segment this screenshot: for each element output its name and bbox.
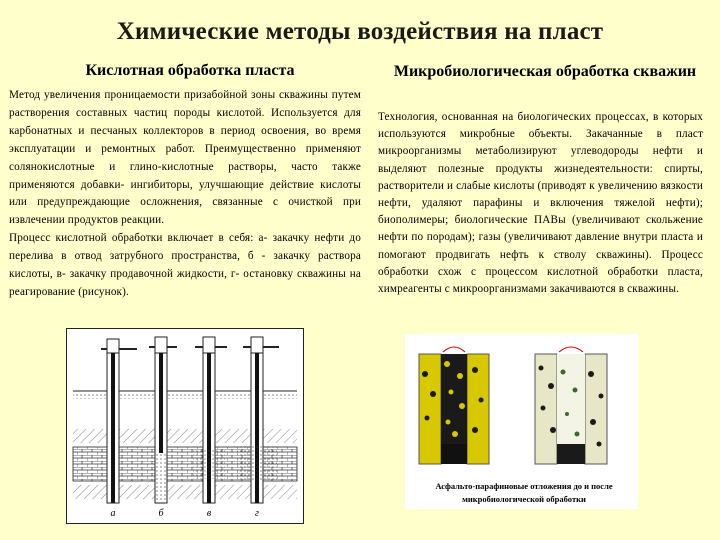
acid-treatment-diagram	[66, 328, 304, 524]
figure-label-a: а	[110, 508, 116, 519]
left-heading: Кислотная обработка пласта	[85, 62, 295, 79]
figure-label-v: в	[206, 508, 212, 519]
left-paragraph-1: Метод увеличения проницаемости призабойной зоны скважины путем растворения составных частиц породы кислотой. Используется для карбонатных и песчаных коллекторов в период освоения, во время эксплуатации и ремонтных работ. Преимущественно применяют солянокислотные и глино-кислотные растворы, часто также применяются добавки- ингибиторы, улучшающие действие кислоты или предупреждающие осложнения, связанные с очисткой при извлечении продуктов реакции.	[9, 89, 361, 227]
well-g	[237, 337, 279, 503]
well-v	[193, 337, 227, 503]
figure-label-g: г	[255, 508, 259, 519]
acid-treatment-svg	[67, 329, 303, 523]
figure-caption: Асфальто-парафиновые отложения до и после микробиологической обработки	[435, 481, 613, 504]
left-text-column	[9, 87, 361, 302]
right-text-column	[378, 109, 703, 298]
pipe-after	[535, 347, 607, 464]
page-title: Химические методы воздействия на пласт	[116, 18, 604, 45]
left-paragraph-2: Процесс кислотной обработки включает в себя: а- закачку нефти до перелива в отвод затрубного пространства, б - закачку раствора кислоты, в- закачку продавочной жидкости, г- остановку скважины на реагирование (рисунок).	[9, 232, 361, 298]
right-paragraph: Технология, основанная на биологических процессах, в которых используются микробные объекты. Закачанные в пласт микроорганизмы метаболизируют углеводороды нефти и выделяют полезные продукты жизнедеятельности: спирты, растворители и слабые кислоты (приводят к увеличению вязкости нефти, удаляют парафины и включения тяжелой нефти); биополимеры; биологические ПАВы (увеличивают скольжение нефти по породам); газы (увеличивают давление внутри пласта и помогают продвигать нефть к стволу скважины). Процесс обработки схож с процессом кислотной обработки пласта, химреагенты с микроорганизмами закачиваются в скважины.	[378, 111, 703, 296]
right-heading: Микробиологическая обработка скважин	[393, 63, 697, 80]
pipe-before	[419, 347, 489, 464]
pipes-svg	[405, 334, 638, 479]
figure-label-b: б	[158, 508, 164, 519]
